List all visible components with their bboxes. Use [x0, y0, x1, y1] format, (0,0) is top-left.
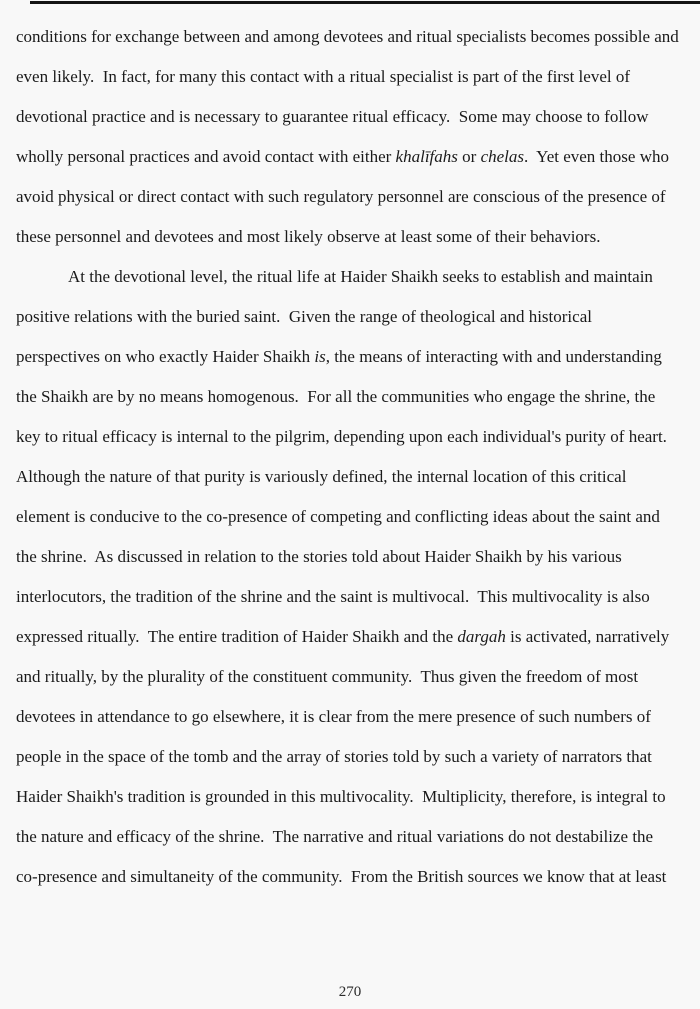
text-line [16, 777, 690, 817]
text-segment: co-presence and simultaneity of the community. From the British sources we know that at least [16, 867, 667, 886]
text-segment: these personnel and devotees and most likely observe at least some of their behaviors. [16, 227, 601, 246]
text-segment: At the devotional level, the ritual life at Haider Shaikh seeks to establish and maintain [68, 267, 653, 286]
text-segment: devotees in attendance to go elsewhere, it is clear from the mere presence of such numbers of [16, 707, 651, 726]
text-segment: element is conducive to the co-presence of competing and conflicting ideas about the saint and [16, 507, 660, 526]
text-segment: positive relations with the buried saint. Given the range of theological and historical [16, 307, 592, 326]
text-line [16, 497, 690, 537]
scan-edge-artifact [30, 1, 700, 4]
text-segment: Although the nature of that purity is variously defined, the internal location of this critical [16, 467, 627, 486]
text-line [16, 17, 690, 57]
text-line [16, 617, 690, 657]
italic-term: is [314, 347, 326, 366]
text-line [16, 417, 690, 457]
text-line [16, 457, 690, 497]
text-segment: wholly personal practices and avoid contact with either [16, 147, 396, 166]
page-number: 270 [338, 984, 362, 1000]
text-segment: key to ritual efficacy is internal to the pilgrim, depending upon each individual's purity of heart. [16, 427, 667, 446]
text-line [16, 657, 690, 697]
text-line [16, 257, 690, 297]
page-text [16, 17, 690, 897]
text-segment: even likely. In fact, for many this contact with a ritual specialist is part of the first level of [16, 67, 631, 86]
italic-term: chelas [480, 147, 524, 166]
text-line [16, 297, 690, 337]
text-segment: perspectives on who exactly Haider Shaikh [16, 347, 315, 366]
text-segment: the shrine. As discussed in relation to the stories told about Haider Shaikh by his various [16, 547, 622, 566]
text-line [16, 217, 690, 257]
text-line [16, 97, 690, 137]
text-segment: is activated, narratively [505, 627, 670, 646]
text-segment: and ritually, by the plurality of the constituent community. Thus given the freedom of most [16, 667, 639, 686]
text-segment: avoid physical or direct contact with such regulatory personnel are conscious of the presence of [16, 187, 666, 206]
text-segment: conditions for exchange between and among devotees and ritual specialists becomes possible and [16, 27, 679, 46]
text-line [16, 377, 690, 417]
text-line [16, 857, 690, 897]
text-line [16, 337, 690, 377]
text-line [16, 537, 690, 577]
text-line [16, 697, 690, 737]
text-line [16, 577, 690, 617]
text-segment: expressed ritually. The entire tradition of Haider Shaikh and the [16, 627, 458, 646]
italic-term: khalīfahs [395, 147, 458, 166]
text-segment: people in the space of the tomb and the array of stories told by such a variety of narrators that [16, 747, 652, 766]
italic-term: dargah [457, 627, 506, 646]
text-segment: the nature and efficacy of the shrine. The narrative and ritual variations do not destabilize the [16, 827, 654, 846]
text-line [16, 57, 690, 97]
text-segment: interlocutors, the tradition of the shrine and the saint is multivocal. This multivocality is also [16, 587, 650, 606]
text-segment: or [457, 147, 481, 166]
text-line [16, 817, 690, 857]
text-line [16, 737, 690, 777]
text-line [16, 137, 690, 177]
text-line [16, 177, 690, 217]
text-segment: , the means of interacting with and understanding [325, 347, 662, 366]
text-segment: Haider Shaikh's tradition is grounded in this multivocality. Multiplicity, therefore, is integral to [16, 787, 666, 806]
text-segment: the Shaikh are by no means homogenous. For all the communities who engage the shrine, the [16, 387, 656, 406]
text-segment: . Yet even those who [524, 147, 669, 166]
text-segment: devotional practice and is necessary to guarantee ritual efficacy. Some may choose to follow [16, 107, 649, 126]
